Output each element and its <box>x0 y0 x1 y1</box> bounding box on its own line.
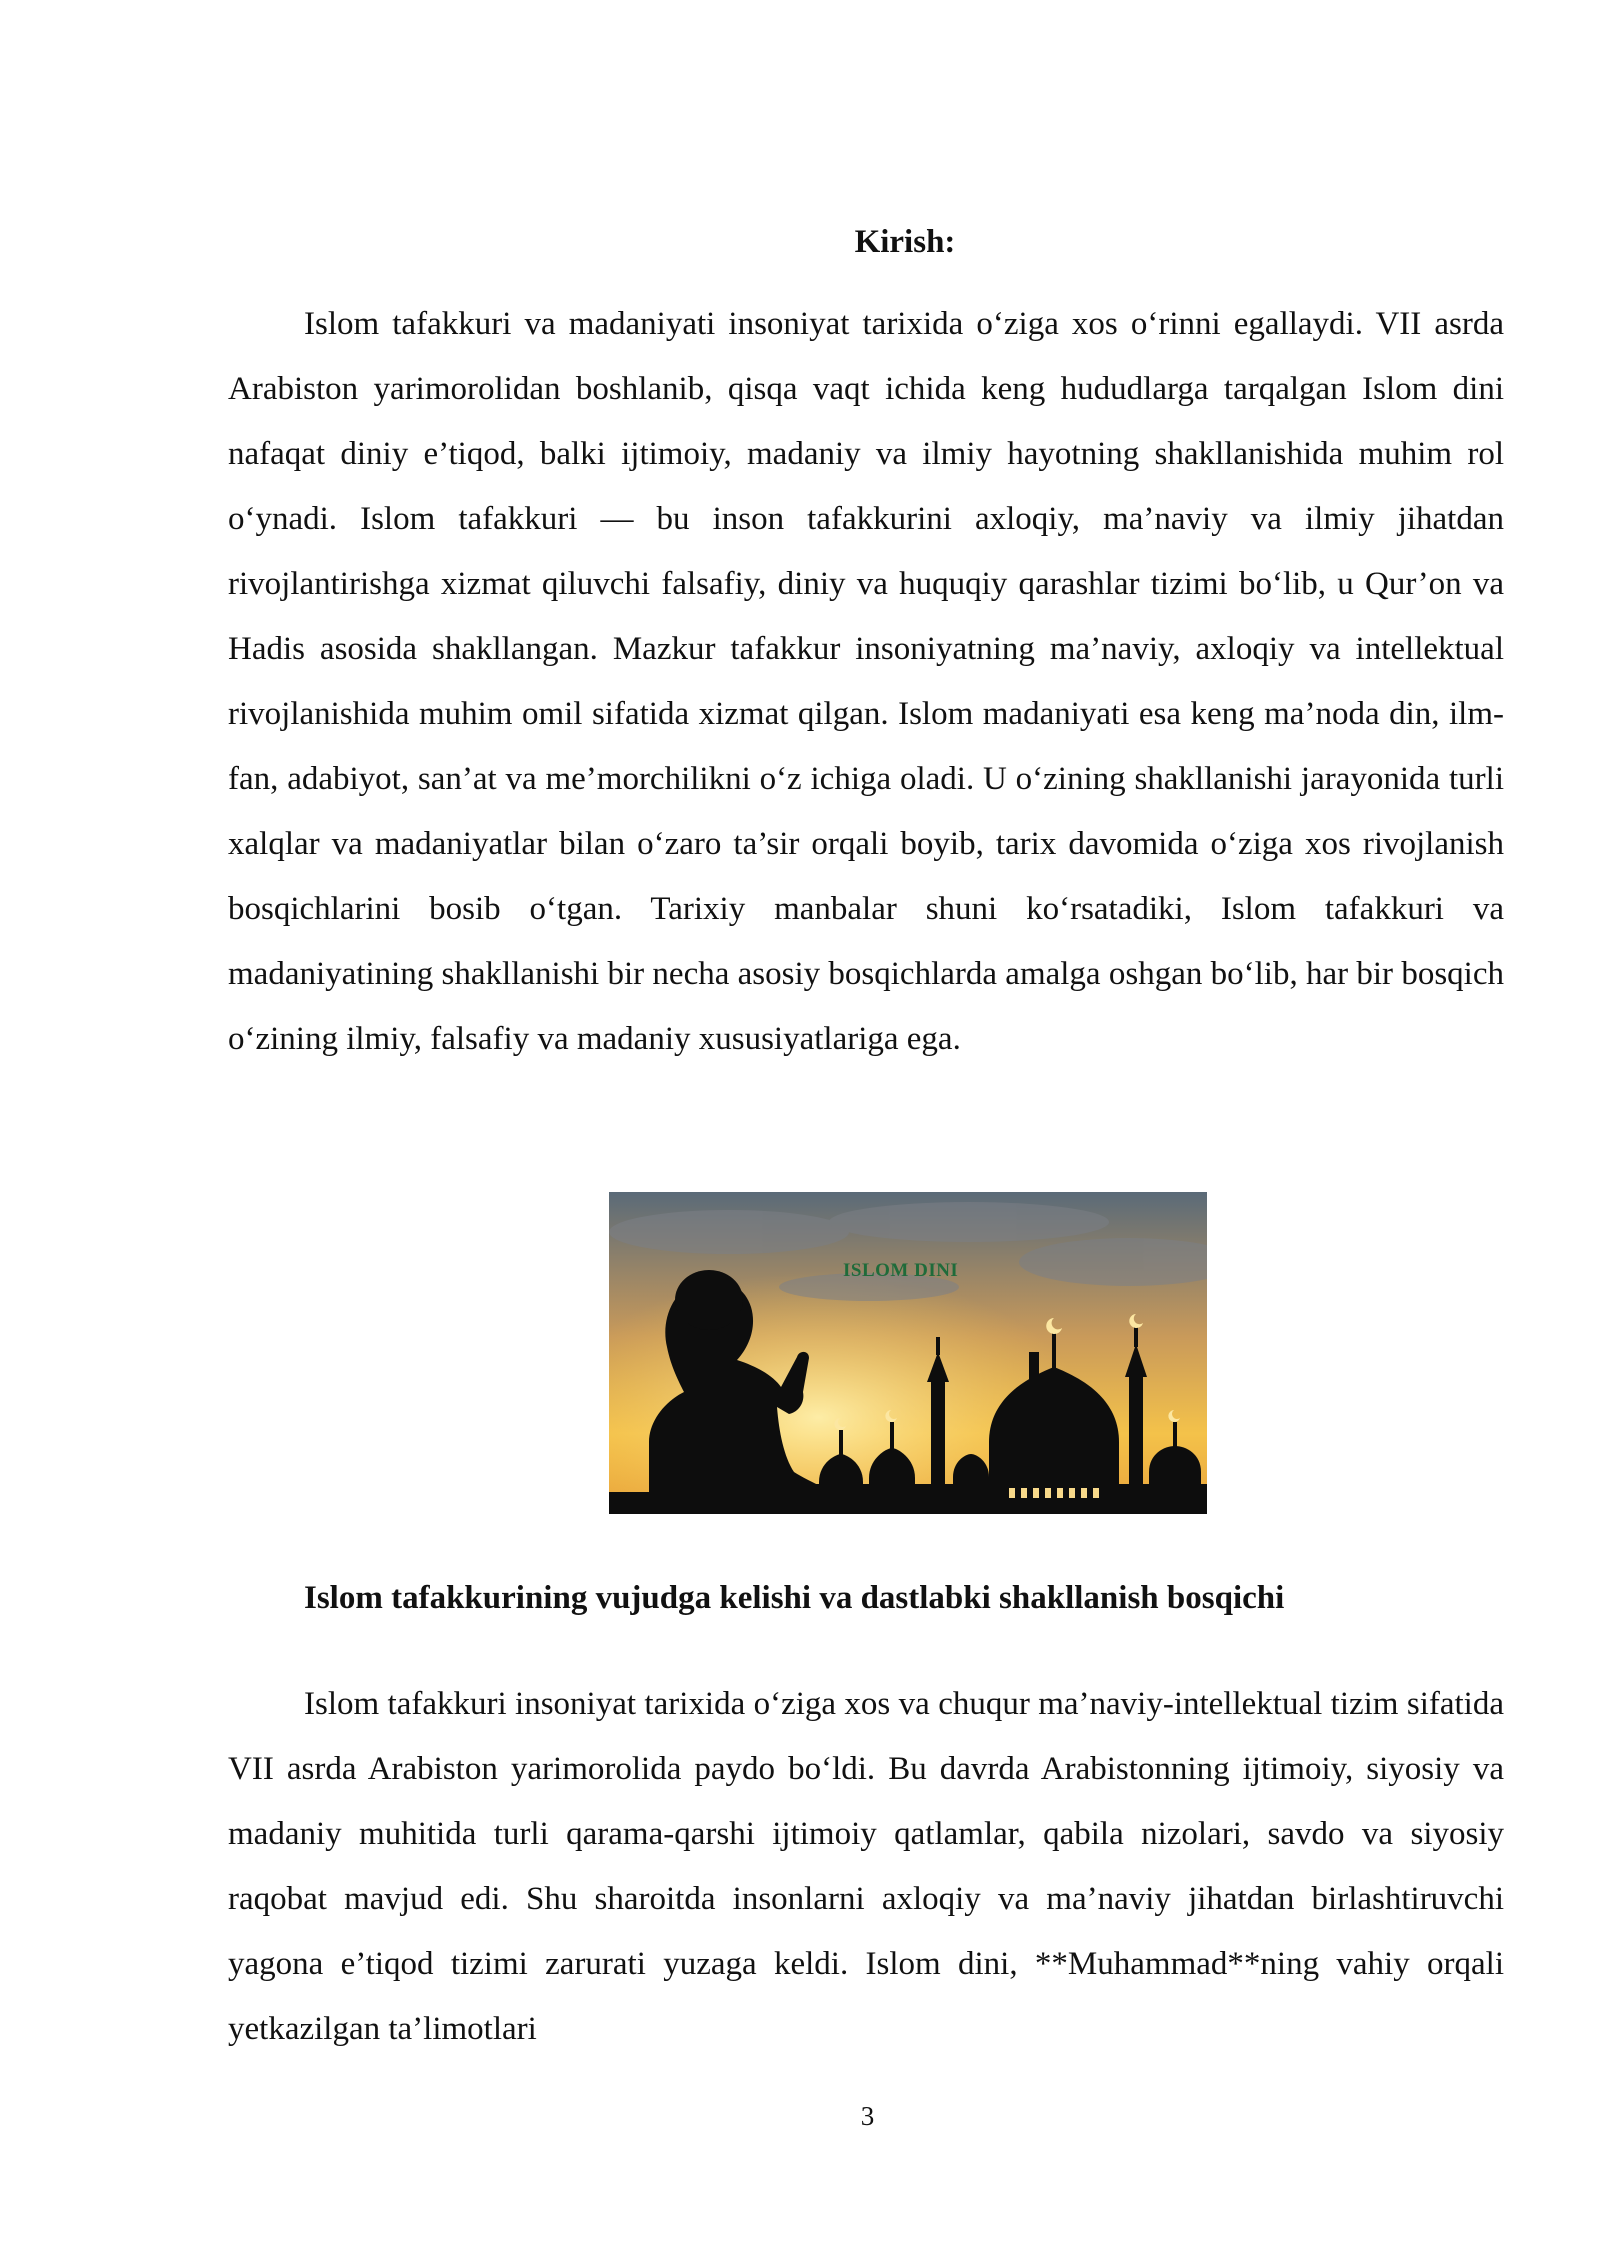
intro-heading: Kirish: <box>854 224 956 260</box>
section-paragraph: Islom tafakkuri insoniyat tarixida o‘ziga xos va chuqur ma’naviy-intellektual tizim sifatida VII asrda Arabiston yarimorolida paydo bo‘ldi. Bu davrda Arabistonning ijtimoiy, siyosiy va madaniy muhitida turli qarama-qarshi ijtimoiy qatlamlar, qabila nizolari, savdo va siyosiy raqobat mavjud edi. Shu sharoitda insonlarni axloqiy va ma’naviy jihatdan birlashtiruvchi yagona e’tiqod tizimi zarurati yuzaga keldi. Islom dini, **Muhammad**ning vahiy orqali yetkazilgan ta’limotlari <box>228 1686 1504 2047</box>
figure-caption: ISLOM DINI <box>843 1260 959 1281</box>
section-heading: Islom tafakkurining vujudga kelishi va dastlabki shakllanish bosqichi <box>304 1580 1285 1616</box>
intro-paragraph: Islom tafakkuri va madaniyati insoniyat tarixida o‘ziga xos o‘rinni egallaydi. VII asrda Arabiston yarimorolidan boshlanib, qisqa vaqt ichida keng hududlarga tarqalgan Islom dini nafaqat diniy e’tiqod, balki ijtimoiy, madaniy va ilmiy hayotning shakllanishida muhim rol o‘ynadi. Islom tafakkuri — bu inson tafakkurini axloqiy, ma’naviy va ilmiy jihatdan rivojlantirishga xizmat qiluvchi falsafiy, diniy va huquqiy qarashlar tizimi bo‘lib, u Qur’on va Hadis asosida shakllangan. Mazkur tafakkur insoniyatning ma’naviy, axloqiy va intellektual rivojlanishida muhim omil sifatida xizmat qilgan. Islom madaniyati esa keng ma’noda din, ilm-fan, adabiyot, san’at va me’morchilikni o‘z ichiga oladi. U o‘zining shakllanishi jarayonida turli xalqlar va madaniyatlar bilan o‘zaro ta’sir orqali boyib, tarix davomida o‘ziga xos rivojlanish bosqichlarini bosib o‘tgan. Tarixiy manbalar shuni ko‘rsatadiki, Islom tafakkuri va madaniyatining shakllanishi bir necha asosiy bosqichlarda amalga oshgan bo‘lib, har bir bosqich o‘zining ilmiy, falsafiy va madaniy xususiyatlariga ega. <box>228 306 1504 1057</box>
page-number: 3 <box>860 2101 875 2131</box>
islam-illustration <box>609 1192 1207 1514</box>
